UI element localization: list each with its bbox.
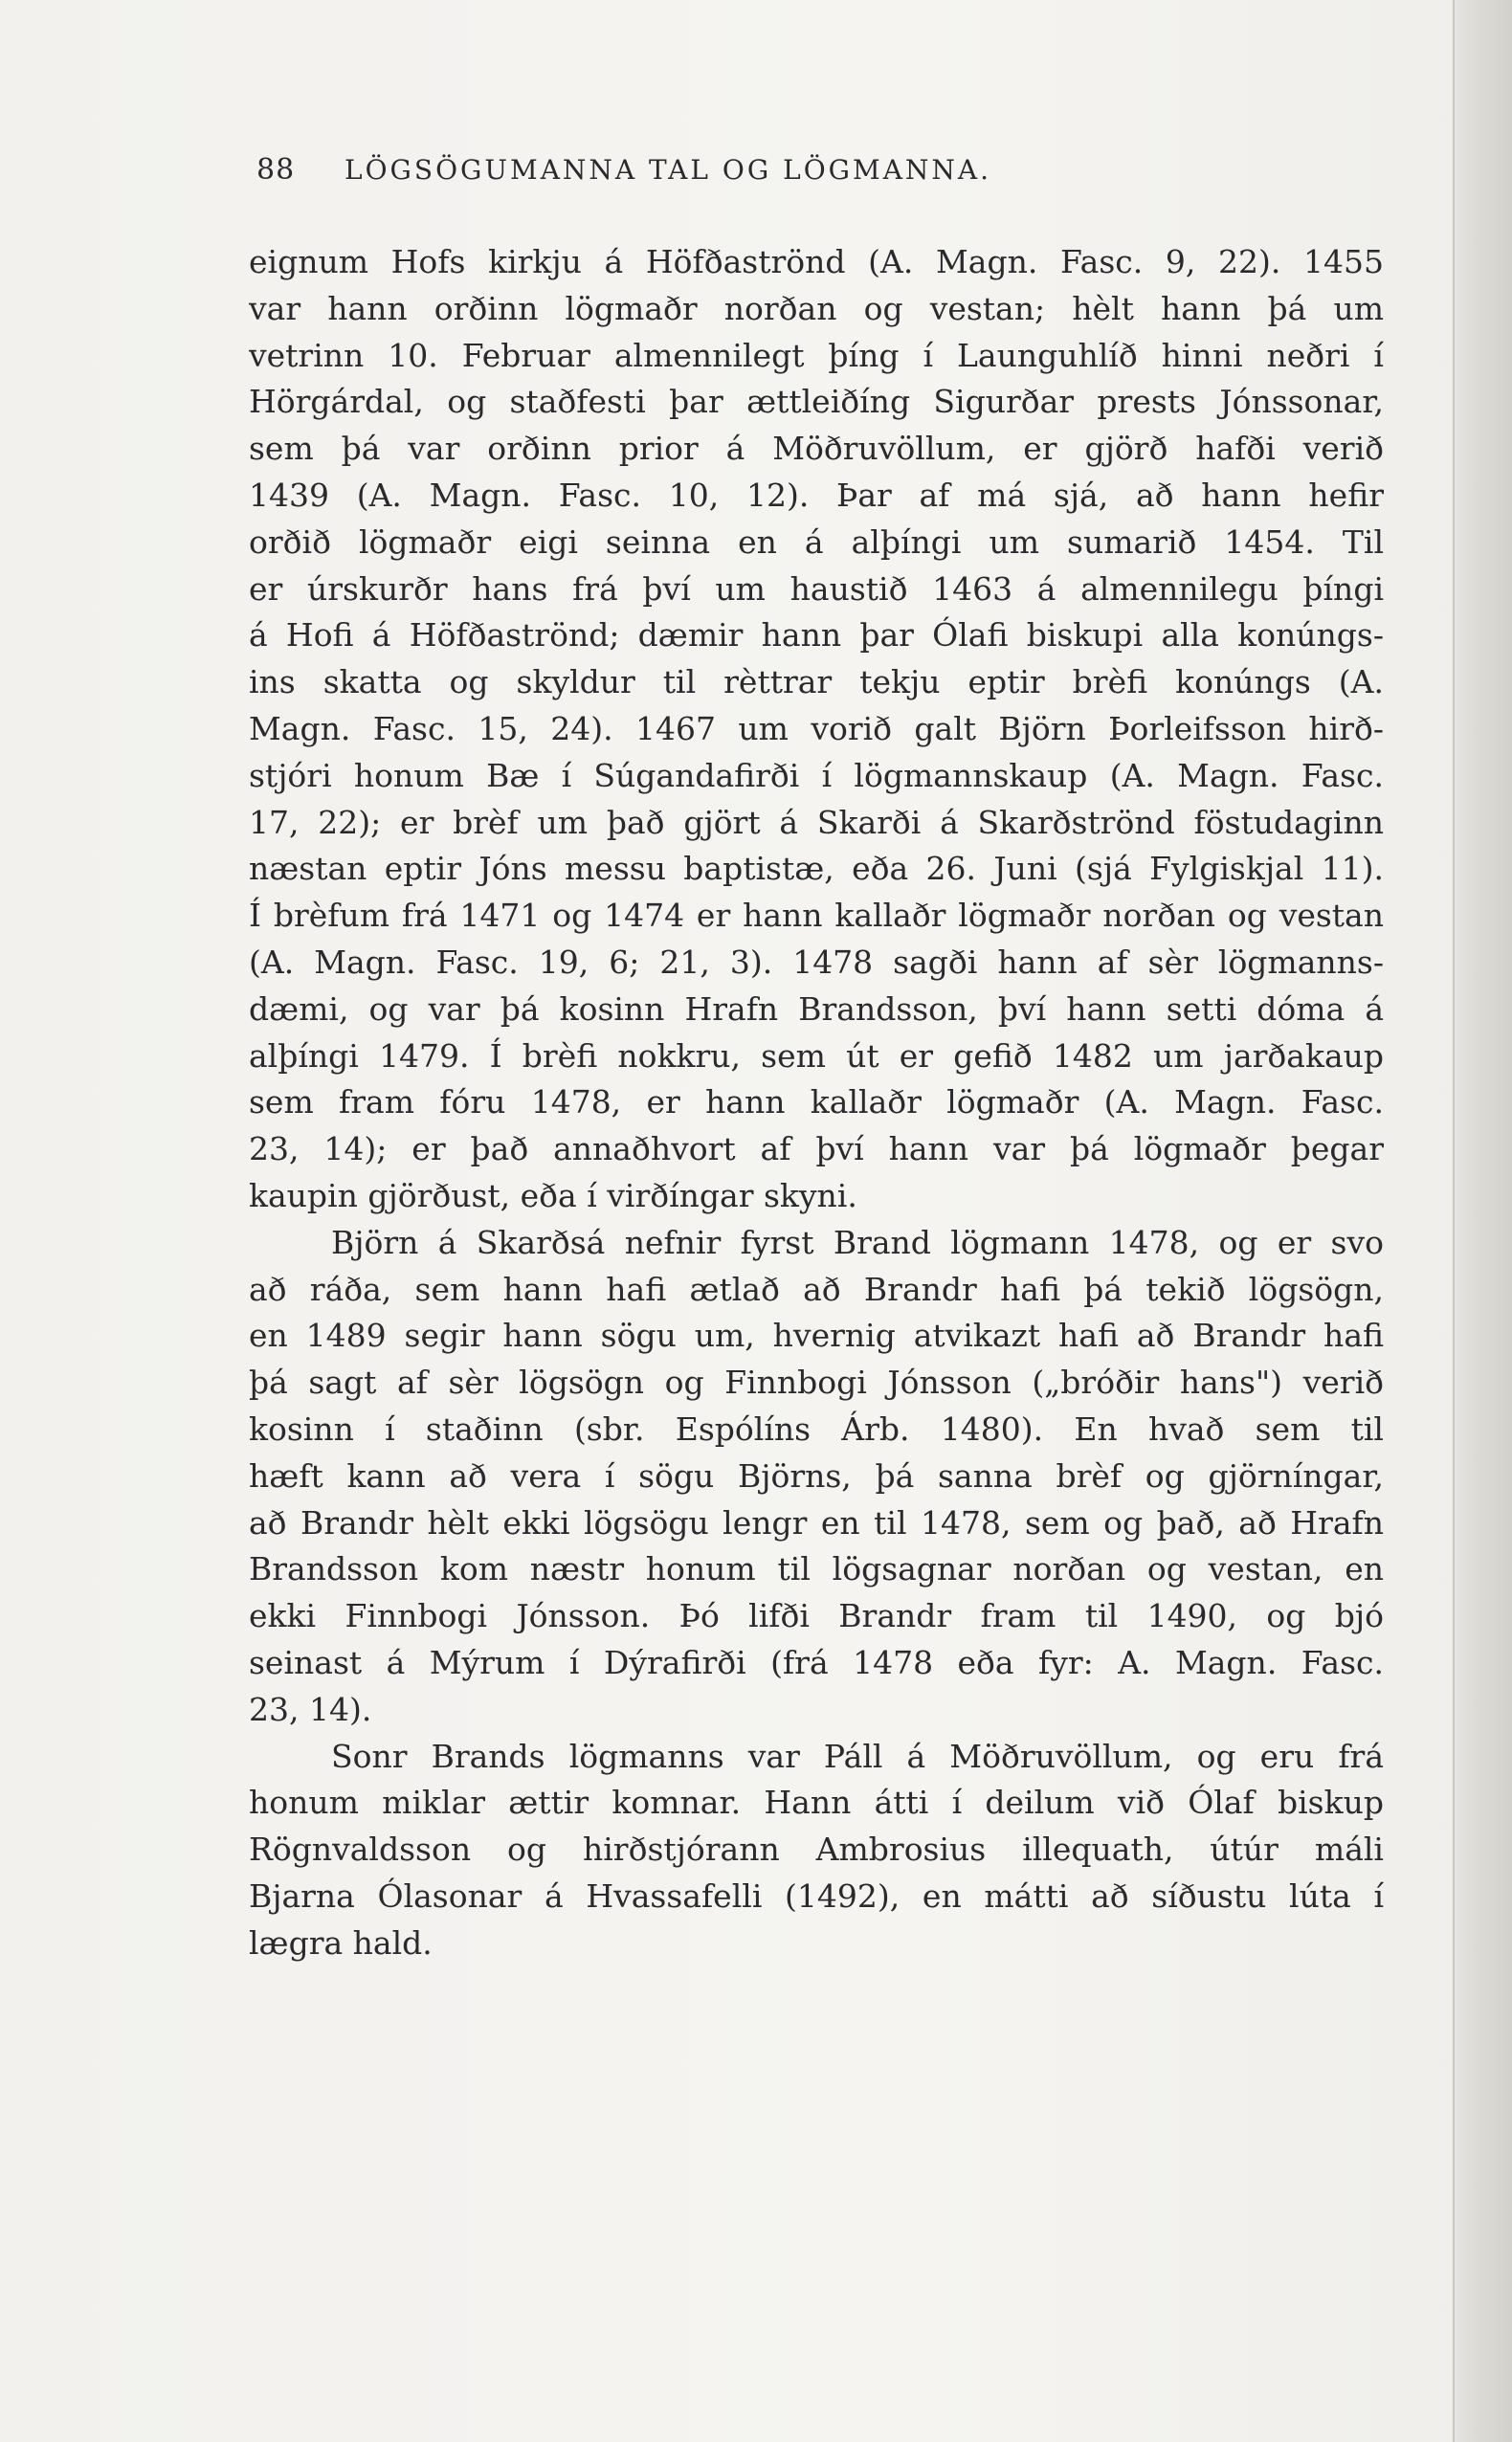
paragraph-1 xyxy=(249,239,1384,1220)
text-line: sem fram fóru 1478, er hann kallaðr lögmaðr (A. Magn. Fasc. xyxy=(249,1083,1384,1121)
text-line: stjóri honum Bæ í Súgandafirði í lögmannskaup (A. Magn. Fasc. xyxy=(249,756,1384,794)
text-line: 23, 14). xyxy=(249,1690,372,1728)
text-line: Hörgárdal, og staðfesti þar ættleiðíng Sigurðar prests Jónssonar, xyxy=(249,383,1384,421)
text-line: þá sagt af sèr lögsögn og Finnbogi Jónsson („bróðir hans") verið xyxy=(249,1364,1384,1402)
text-line: hæft kann að vera í sögu Björns, þá sanna brèf og gjörníngar, xyxy=(249,1456,1384,1495)
running-title: LÖGSÖGUMANNA TAL OG LÖGMANNA. xyxy=(345,154,992,186)
text-line: ins skatta og skyldur til rèttrar tekju eptir brèfi konúngs (A. xyxy=(249,663,1384,701)
text-line: Sonr Brands lögmanns var Páll á Möðruvöllum, og eru frá xyxy=(331,1737,1384,1775)
text-line: Brandsson kom næstr honum til lögsagnar norðan og vestan, en xyxy=(249,1550,1384,1588)
body-text xyxy=(249,239,1384,1966)
text-line: Rögnvaldsson og hirðstjórann Ambrosius illequath, útúr máli xyxy=(249,1831,1384,1869)
text-line: orðið lögmaðr eigi seinna en á alþíngi um sumarið 1454. Til xyxy=(249,522,1384,561)
running-head xyxy=(256,153,1137,201)
text-line: lægra hald. xyxy=(249,1923,433,1962)
text-line: Magn. Fasc. 15, 24). 1467 um vorið galt Björn Þorleifsson hirð- xyxy=(249,709,1384,747)
text-line: en 1489 segir hann sögu um, hvernig atvikazt hafi að Brandr hafi xyxy=(249,1317,1384,1355)
text-line: á Hofi á Höfðaströnd; dæmir hann þar Ólafi biskupi alla konúngs- xyxy=(249,616,1384,655)
text-line: sem þá var orðinn prior á Möðruvöllum, er gjörð hafði verið xyxy=(249,430,1384,468)
text-line: 23, 14); er það annaðhvort af því hann var þá lögmaðr þegar xyxy=(249,1130,1384,1168)
text-line: (A. Magn. Fasc. 19, 6; 21, 3). 1478 sagði hann af sèr lögmanns- xyxy=(249,943,1384,981)
text-line: eignum Hofs kirkju á Höfðaströnd (A. Magn. Fasc. 9, 22). 1455 xyxy=(249,243,1384,280)
text-line: Björn á Skarðsá nefnir fyrst Brand lögmann 1478, og er svo xyxy=(331,1223,1384,1261)
paragraph-2 xyxy=(249,1220,1384,1734)
text-line: vetrinn 10. Februar almennilegt þíng í Launguhlíð hinni neðri í xyxy=(249,336,1384,374)
paragraph-3 xyxy=(249,1734,1384,1967)
text-line: kaupin gjörðust, eða í virðíngar skyni. xyxy=(249,1176,857,1214)
text-line: ekki Finnbogi Jónsson. Þó lifði Brandr fram til 1490, og bjó xyxy=(249,1597,1384,1635)
text-line: kosinn í staðinn (sbr. Espólíns Árb. 1480). En hvað sem til xyxy=(249,1410,1384,1448)
text-line: 17, 22); er brèf um það gjört á Skarði á Skarðströnd föstudaginn xyxy=(249,803,1384,841)
text-line: að ráða, sem hann hafi ætlað að Brandr hafi þá tekið lögsögn, xyxy=(249,1270,1384,1308)
text-line: honum miklar ættir komnar. Hann átti í deilum við Ólaf biskup xyxy=(249,1784,1384,1822)
text-line: næstan eptir Jóns messu baptistæ, eða 26. Juni (sjá Fylgiskjal 11). xyxy=(249,850,1384,888)
text-line: að Brandr hèlt ekki lögsögu lengr en til 1478, sem og það, að Hrafn xyxy=(249,1503,1384,1542)
page-number: 88 xyxy=(256,153,296,187)
page-edge-line xyxy=(1453,0,1455,2442)
text-line: Í brèfum frá 1471 og 1474 er hann kallaðr lögmaðr norðan og vestan xyxy=(249,897,1384,935)
text-line: 1439 (A. Magn. Fasc. 10, 12). Þar af má sjá, að hann hefir xyxy=(249,476,1384,514)
text-line: Bjarna Ólasonar á Hvassafelli (1492), en mátti að síðustu lúta í xyxy=(249,1876,1384,1915)
text-line: alþíngi 1479. Í brèfi nokkru, sem út er gefið 1482 um jarðakaup xyxy=(249,1036,1384,1075)
text-line: var hann orðinn lögmaðr norðan og vestan; hèlt hann þá um xyxy=(249,289,1384,327)
text-line: dæmi, og var þá kosinn Hrafn Brandsson, því hann setti dóma á xyxy=(249,989,1384,1028)
page-edge-shadow xyxy=(1453,0,1512,2442)
text-line: er úrskurðr hans frá því um haustið 1463 á almennilegu þíngi xyxy=(249,569,1384,608)
text-line: seinast á Mýrum í Dýrafirði (frá 1478 eða fyr: A. Magn. Fasc. xyxy=(249,1643,1384,1681)
